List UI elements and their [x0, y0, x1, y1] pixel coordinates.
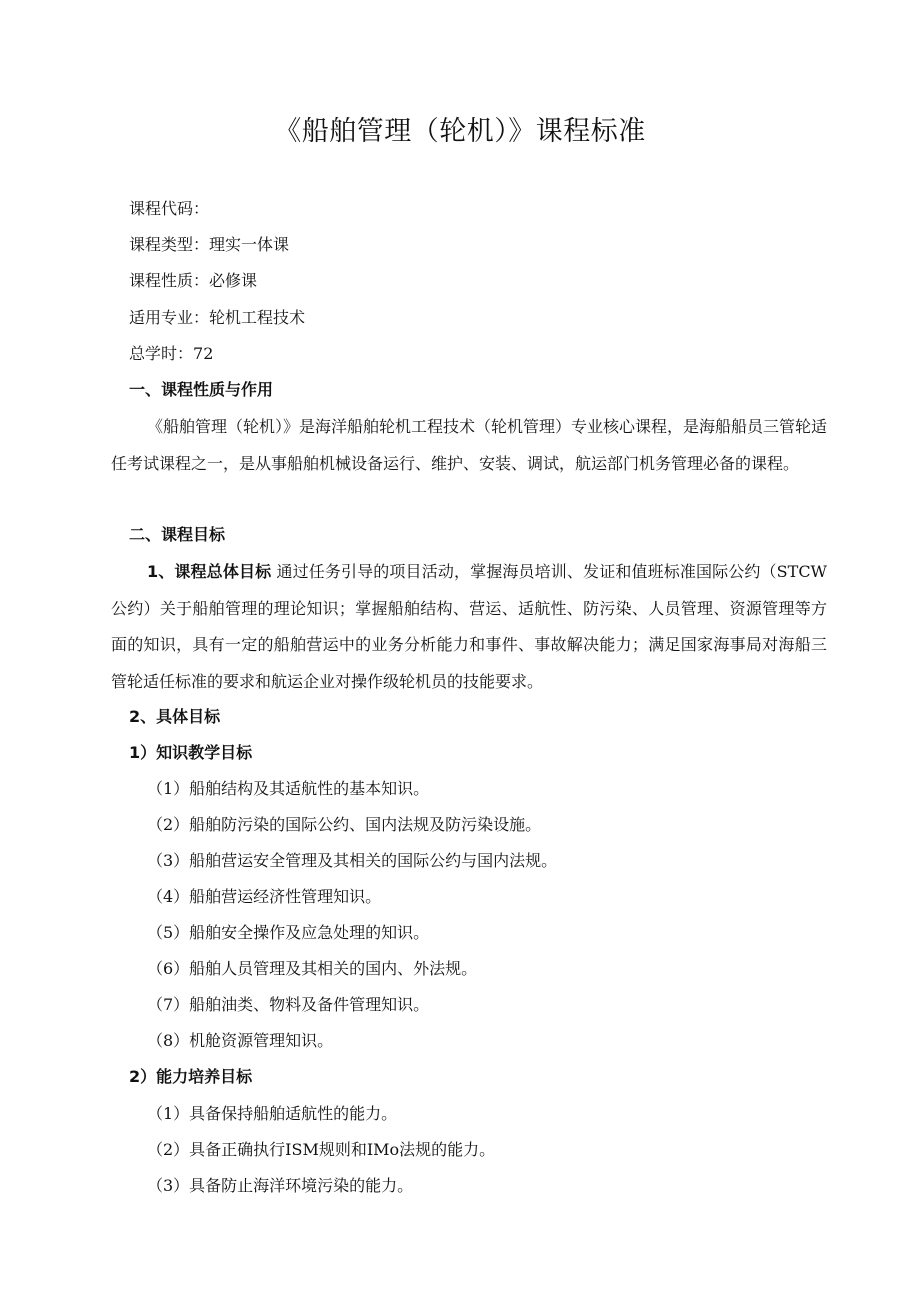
list-item: （1）船舶结构及其适航性的基本知识。: [147, 779, 430, 798]
list-item: （5）船舶安全操作及应急处理的知识。: [147, 923, 430, 942]
knowledge-goals-heading: 1）知识教学目标: [129, 743, 253, 762]
field-label: 适用专业：: [129, 308, 210, 327]
overall-goal-paragraph: [111, 554, 827, 700]
list-item: （6）船舶人员管理及其相关的国内、外法规。: [147, 959, 478, 978]
overall-goal-lead: 1、课程总体目标: [147, 562, 272, 581]
list-item: （7）船舶油类、物料及备件管理知识。: [147, 995, 430, 1014]
list-item: （2）具备正确执行ISM规则和IMo法规的能力。: [147, 1140, 496, 1159]
list-item: （8）机舱资源管理知识。: [147, 1031, 334, 1050]
overall-goal-body: 通过任务引导的项目活动，掌握海员培训、发证和值班标准国际公约（STCW公约）关于船舶管理的理论知识；掌握船舶结构、营运、适航性、防污染、人员管理、资源管理等方面的知识，具有一定的船舶营运中的业务分析能力和事件、事故解决能力；满足国家海事局对海船三管轮适任标准的要求和航运企业对操作级轮机员的技能要求。: [111, 562, 828, 691]
field-major: [129, 307, 305, 329]
field-label: 课程性质：: [129, 271, 210, 290]
field-value: 必修课: [209, 271, 258, 290]
section-body-nature: 《船舶管理（轮机）》是海洋船舶轮机工程技术（轮机管理）专业核心课程，是海船船员三管轮适任考试课程之一，是从事船舶机械设备运行、维护、安装、调试，航运部门机务管理必备的课程。: [111, 417, 828, 473]
field-course-nature: [129, 270, 257, 292]
list-item: （3）船舶营运安全管理及其相关的国际公约与国内法规。: [147, 851, 558, 870]
field-label: 课程类型：: [129, 235, 210, 254]
list-item: （4）船舶营运经济性管理知识。: [147, 887, 382, 906]
specific-goals-heading: 2、具体目标: [129, 707, 221, 726]
field-label: 课程代码：: [129, 199, 210, 218]
ability-goals-heading: 2）能力培养目标: [129, 1067, 253, 1086]
field-value: 轮机工程技术: [209, 308, 306, 327]
list-item: （1）具备保持船舶适航性的能力。: [147, 1104, 398, 1123]
section-heading-nature: 一、课程性质与作用: [129, 380, 274, 399]
list-item: （2）船舶防污染的国际公约、国内法规及防污染设施。: [147, 815, 542, 834]
field-course-type: [129, 234, 289, 256]
field-value: 理实一体课: [209, 235, 290, 254]
field-total-hours: [129, 343, 213, 365]
field-course-code: [129, 198, 209, 220]
list-item: （3）具备防止海洋环境污染的能力。: [147, 1176, 414, 1195]
field-label: 总学时：: [129, 344, 194, 363]
document-title: 《船舶管理（轮机）》课程标准: [274, 116, 646, 147]
field-value: 72: [193, 344, 214, 363]
section-heading-goals: 二、课程目标: [129, 525, 226, 544]
